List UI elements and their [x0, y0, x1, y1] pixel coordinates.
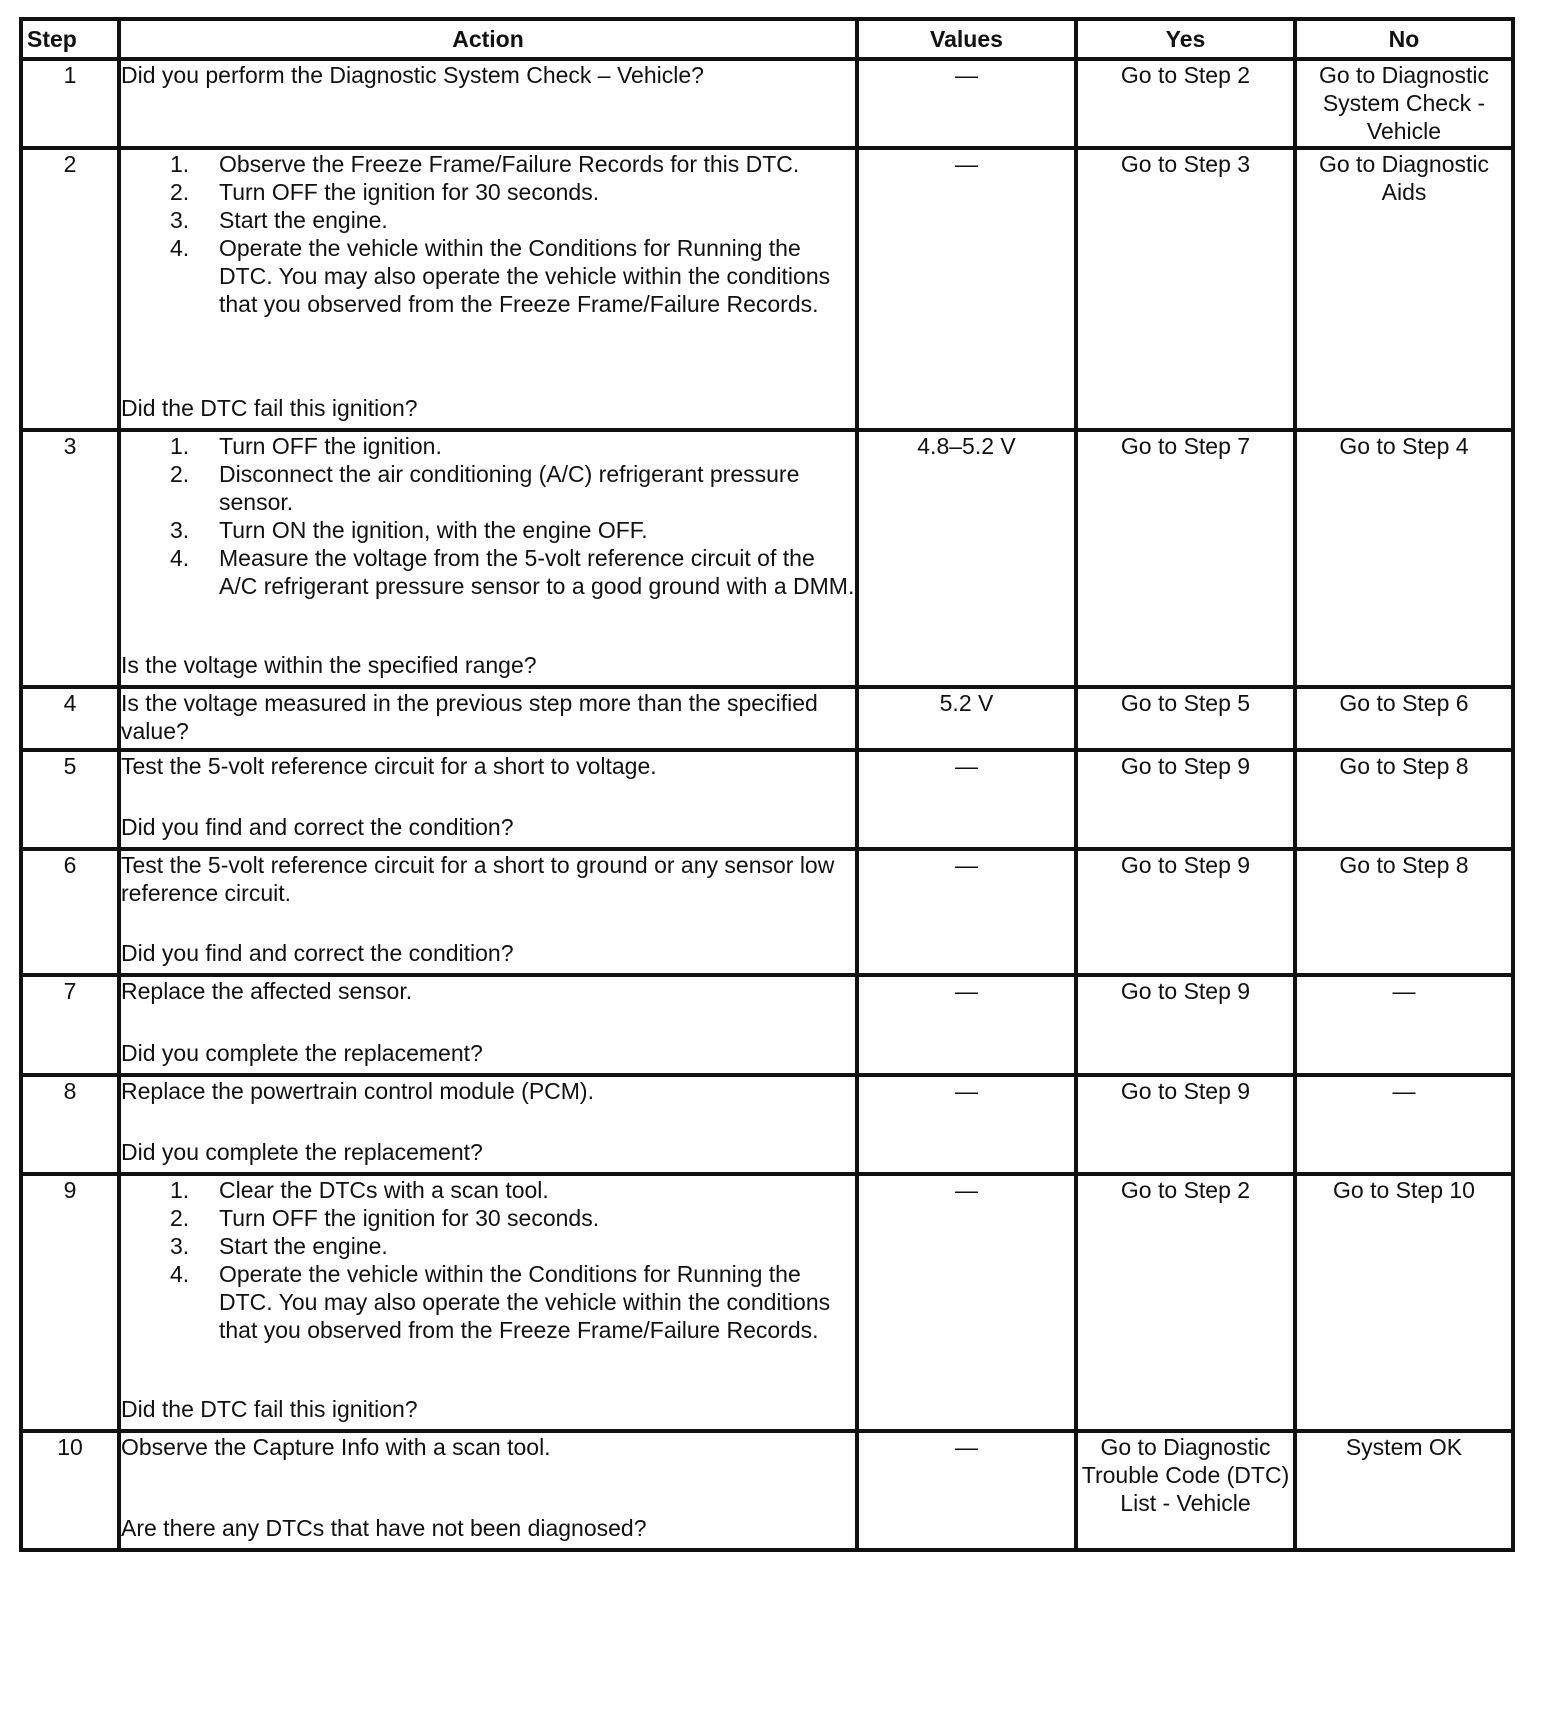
no-cell: —	[1295, 975, 1513, 1075]
table-row	[21, 430, 1513, 687]
action-text: Test the 5-volt reference circuit for a short to ground or any sensor low reference circuit.	[121, 852, 835, 906]
no-cell: Go to Diagnostic Aids	[1295, 148, 1513, 430]
action-cell	[119, 687, 857, 750]
action-question: Did the DTC fail this ignition?	[121, 1396, 418, 1422]
table-row	[21, 148, 1513, 430]
header-step: Step	[21, 19, 119, 59]
action-step-item: Operate the vehicle within the Conditions for Running the DTC. You may also operate the vehicle within the conditions that you observed from the Freeze Frame/Failure Records.	[219, 1261, 831, 1343]
no-cell: System OK	[1295, 1431, 1513, 1550]
yes-cell: Go to Step 3	[1076, 148, 1295, 430]
step-number: 4	[21, 687, 119, 750]
action-question: Did you complete the replacement?	[121, 1139, 483, 1165]
yes-cell: Go to Step 7	[1076, 430, 1295, 687]
action-question: Did you complete the replacement?	[121, 1040, 483, 1066]
action-question: Did the DTC fail this ignition?	[121, 395, 418, 421]
step-number: 9	[21, 1174, 119, 1431]
value-cell: —	[857, 975, 1076, 1075]
table-row	[21, 59, 1513, 148]
no-cell: Go to Step 8	[1295, 849, 1513, 975]
header-action: Action	[119, 19, 857, 59]
action-cell	[119, 430, 857, 687]
step-number: 5	[21, 750, 119, 849]
action-question: Is the voltage within the specified range?	[121, 652, 537, 678]
action-step-item: Measure the voltage from the 5-volt reference circuit of the A/C refrigerant pressure sensor to a good ground with a DMM.	[219, 545, 855, 599]
header-no: No	[1295, 19, 1513, 59]
action-text: Test the 5-volt reference circuit for a short to voltage.	[121, 753, 657, 779]
action-step-list	[121, 1176, 855, 1344]
table-body	[21, 59, 1513, 1550]
table-row	[21, 849, 1513, 975]
step-number: 10	[21, 1431, 119, 1550]
action-step-item: Turn OFF the ignition for 30 seconds.	[219, 179, 600, 205]
step-number: 6	[21, 849, 119, 975]
action-text: Replace the affected sensor.	[121, 978, 413, 1004]
step-number: 7	[21, 975, 119, 1075]
action-cell	[119, 1174, 857, 1431]
action-text: Is the voltage measured in the previous step more than the specified value?	[121, 690, 818, 744]
value-cell: —	[857, 849, 1076, 975]
action-cell	[119, 1431, 857, 1550]
value-cell: 4.8–5.2 V	[857, 430, 1076, 687]
diagnostic-table-container	[19, 17, 1511, 1552]
action-step-list	[121, 432, 855, 600]
action-step-item: Start the engine.	[219, 207, 388, 233]
no-cell: Go to Step 8	[1295, 750, 1513, 849]
step-number: 8	[21, 1075, 119, 1174]
action-step-item: Clear the DTCs with a scan tool.	[219, 1177, 549, 1203]
value-cell: —	[857, 148, 1076, 430]
value-cell: —	[857, 750, 1076, 849]
header-yes: Yes	[1076, 19, 1295, 59]
yes-cell: Go to Step 2	[1076, 59, 1295, 148]
action-cell	[119, 1075, 857, 1174]
no-cell: Go to Step 4	[1295, 430, 1513, 687]
value-cell: —	[857, 1075, 1076, 1174]
action-step-item: Turn OFF the ignition for 30 seconds.	[219, 1205, 600, 1231]
no-cell: Go to Step 10	[1295, 1174, 1513, 1431]
table-row	[21, 1431, 1513, 1550]
no-cell: —	[1295, 1075, 1513, 1174]
action-step-item: Disconnect the air conditioning (A/C) refrigerant pressure sensor.	[219, 461, 800, 515]
action-question: Did you find and correct the condition?	[121, 940, 514, 966]
action-cell	[119, 975, 857, 1075]
step-number: 3	[21, 430, 119, 687]
yes-cell: Go to Step 9	[1076, 1075, 1295, 1174]
yes-cell: Go to Step 2	[1076, 1174, 1295, 1431]
header-row	[21, 19, 1513, 59]
action-step-item: Operate the vehicle within the Conditions for Running the DTC. You may also operate the vehicle within the conditions that you observed from the Freeze Frame/Failure Records.	[219, 235, 831, 317]
table-row	[21, 975, 1513, 1075]
value-cell: —	[857, 1174, 1076, 1431]
action-step-item: Start the engine.	[219, 1233, 388, 1259]
action-text: Observe the Capture Info with a scan tool.	[121, 1434, 551, 1460]
yes-cell: Go to Step 9	[1076, 849, 1295, 975]
yes-cell: Go to Step 9	[1076, 750, 1295, 849]
step-number: 1	[21, 59, 119, 148]
action-cell	[119, 750, 857, 849]
no-cell: Go to Step 6	[1295, 687, 1513, 750]
action-cell	[119, 59, 857, 148]
step-number: 2	[21, 148, 119, 430]
action-question: Did you find and correct the condition?	[121, 814, 514, 840]
yes-cell: Go to Step 9	[1076, 975, 1295, 1075]
yes-cell: Go to Diagnostic Trouble Code (DTC) List - Vehicle	[1076, 1431, 1295, 1550]
table-row	[21, 1174, 1513, 1431]
action-step-item: Turn OFF the ignition.	[219, 433, 442, 459]
value-cell: 5.2 V	[857, 687, 1076, 750]
table-row	[21, 1075, 1513, 1174]
action-cell	[119, 148, 857, 430]
yes-cell: Go to Step 5	[1076, 687, 1295, 750]
action-step-list	[121, 150, 855, 318]
action-question: Are there any DTCs that have not been diagnosed?	[121, 1515, 647, 1541]
action-text: Replace the powertrain control module (PCM).	[121, 1078, 594, 1104]
table-row	[21, 750, 1513, 849]
action-step-item: Turn ON the ignition, with the engine OFF.	[219, 517, 648, 543]
value-cell: —	[857, 59, 1076, 148]
table-row	[21, 687, 1513, 750]
value-cell: —	[857, 1431, 1076, 1550]
action-cell	[119, 849, 857, 975]
action-step-item: Observe the Freeze Frame/Failure Records for this DTC.	[219, 151, 800, 177]
no-cell: Go to Diagnostic System Check - Vehicle	[1295, 59, 1513, 148]
action-text: Did you perform the Diagnostic System Check – Vehicle?	[121, 62, 704, 88]
header-values: Values	[857, 19, 1076, 59]
diagnostic-table	[19, 17, 1515, 1552]
